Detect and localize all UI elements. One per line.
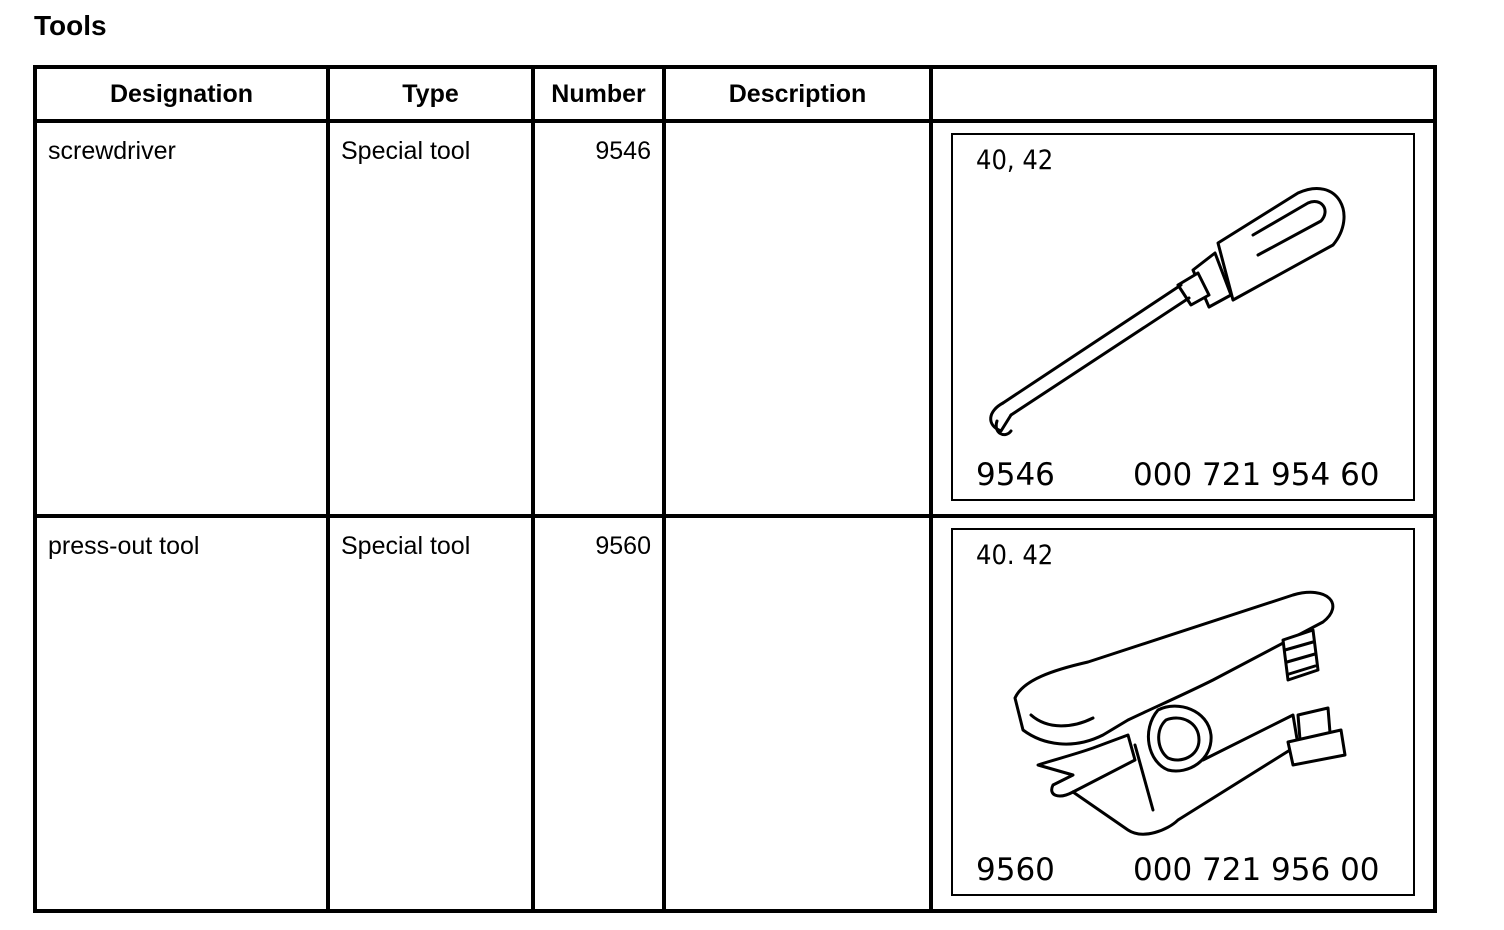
figure-part-number: 000 721 956 00 xyxy=(1133,852,1380,888)
table-header-row xyxy=(35,67,1435,121)
description-cell xyxy=(664,516,931,911)
type-text: Special tool xyxy=(341,532,471,560)
designation-text: screwdriver xyxy=(48,137,176,165)
tool-figure xyxy=(951,528,1415,896)
description-cell xyxy=(664,121,931,516)
press-out-tool-icon xyxy=(953,530,1409,894)
type-text: Special tool xyxy=(341,137,471,165)
number-text: 9546 xyxy=(595,137,651,165)
description-text xyxy=(666,123,929,137)
header-number: Number xyxy=(533,67,664,121)
figure-ref: 40. 42 xyxy=(976,540,1054,571)
figure-ref: 40, 42 xyxy=(976,145,1054,176)
page-title: Tools xyxy=(34,10,107,41)
tools-table xyxy=(33,65,1437,913)
header-description: Description xyxy=(664,67,931,121)
number-text: 9560 xyxy=(595,532,651,560)
header-designation: Designation xyxy=(35,67,328,121)
figure-tool-number: 9546 xyxy=(976,457,1055,493)
figure-tool-number: 9560 xyxy=(976,852,1055,888)
number-cell xyxy=(533,516,664,911)
figure-cell xyxy=(931,516,1435,911)
header-type: Type xyxy=(328,67,533,121)
type-cell xyxy=(328,121,533,516)
type-cell xyxy=(328,516,533,911)
screwdriver-icon xyxy=(953,135,1409,499)
figure-part-number: 000 721 954 60 xyxy=(1133,457,1380,493)
table-row xyxy=(35,121,1435,516)
designation-cell xyxy=(35,516,328,911)
header-figure xyxy=(931,67,1435,121)
designation-cell xyxy=(35,121,328,516)
designation-text: press-out tool xyxy=(48,532,200,560)
description-text xyxy=(666,518,929,532)
tool-figure xyxy=(951,133,1415,501)
number-cell xyxy=(533,121,664,516)
table-row xyxy=(35,516,1435,911)
figure-cell xyxy=(931,121,1435,516)
